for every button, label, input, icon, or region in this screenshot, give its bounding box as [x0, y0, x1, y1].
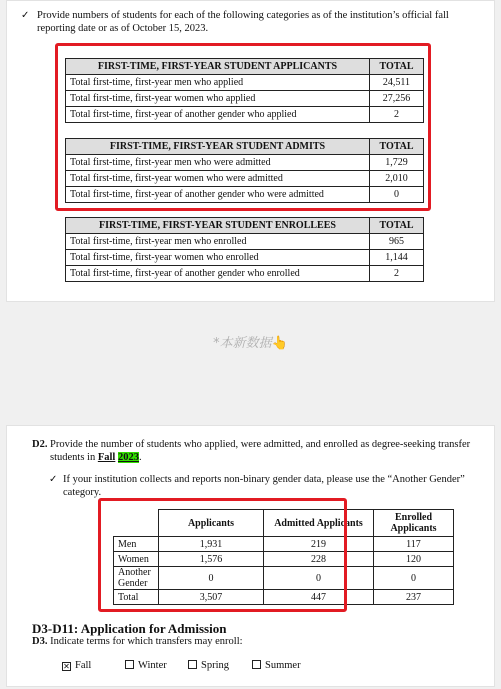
table-row [66, 250, 424, 266]
enrollees-table [65, 217, 424, 282]
question-d2 [32, 438, 487, 464]
cell-enrolled: 117 [374, 537, 454, 552]
gender-note-text: If your institution collects and reports non-binary gender data, please use the “Another Gender” category. [63, 474, 465, 498]
cell-admitted: 0 [264, 567, 374, 590]
row-label: Total first-time, first-year of another gender who applied [66, 107, 370, 123]
cds-section-d-card [6, 425, 495, 687]
row-label: Total first-time, first-year men who applied [66, 75, 370, 91]
row-value: 1,144 [370, 250, 424, 266]
row-value: 2 [370, 266, 424, 282]
row-value: 0 [370, 187, 424, 203]
row-label: Total first-time, first-year women who were admitted [66, 171, 370, 187]
checked-box-icon[interactable]: ✕ [63, 662, 70, 671]
question-d3 [32, 636, 243, 647]
row-value: 1,729 [370, 155, 424, 171]
pointing-hand-icon: 👆 [271, 336, 288, 351]
cell-enrolled: 120 [374, 552, 454, 567]
admits-total-header: TOTAL [370, 139, 424, 155]
row-label: Total first-time, first-year women who applied [66, 91, 370, 107]
row-label: Total [114, 590, 159, 605]
checkmark-icon: ✓ [49, 474, 58, 485]
question-number: D3. [32, 636, 48, 647]
term-label: Summer [265, 660, 301, 671]
term-label: Fall [75, 660, 92, 671]
highlight-box [55, 43, 431, 211]
row-value: 2 [370, 107, 424, 123]
checkbox-icon[interactable] [252, 660, 261, 669]
cell-admitted: 228 [264, 552, 374, 567]
checkbox-icon[interactable] [125, 660, 134, 669]
table-row [66, 234, 424, 250]
term-label: Spring [201, 660, 230, 671]
instruction-line [21, 9, 487, 35]
row-label: Total first-time, first-year of another gender who were admitted [66, 187, 370, 203]
question-number: D2. [32, 439, 48, 450]
column-header: Applicants [159, 510, 264, 537]
cell-enrolled: 237 [374, 590, 454, 605]
instruction-text: Provide numbers of students for each of the following categories as of the institution’s official fall reporting date or as of October 15, 2023. [37, 10, 449, 34]
row-label: Total first-time, first-year of another gender who enrolled [66, 266, 370, 282]
checkbox-icon[interactable] [188, 660, 197, 669]
row-value: 965 [370, 234, 424, 250]
cell-applicants: 1,576 [159, 552, 264, 567]
row-label: Women [114, 552, 159, 567]
term-summer[interactable] [252, 660, 301, 671]
applicants-total-header: TOTAL [370, 59, 424, 75]
cell-applicants: 0 [159, 567, 264, 590]
term-winter[interactable] [125, 660, 167, 671]
question-punct: . [138, 452, 142, 463]
cell-admitted: 447 [264, 590, 374, 605]
cell-applicants: 3,507 [159, 590, 264, 605]
checkmark-icon: ✓ [21, 10, 30, 21]
highlight-box [98, 498, 347, 612]
term-label: Winter [138, 660, 167, 671]
cell-enrolled: 0 [374, 567, 454, 590]
admits-header: FIRST-TIME, FIRST-YEAR STUDENT ADMITS [66, 139, 370, 155]
table-row [66, 266, 424, 282]
column-header: Admitted Applicants [264, 510, 374, 537]
enrollees-header: FIRST-TIME, FIRST-YEAR STUDENT ENROLLEES [66, 218, 370, 234]
cds-section-c-card [6, 0, 495, 302]
cell-applicants: 1,931 [159, 537, 264, 552]
watermark-caption [0, 332, 501, 351]
cell-admitted: 219 [264, 537, 374, 552]
question-text: Provide the number of students who applied, were admitted, and enrolled as degree-seeking transfer students in [50, 439, 471, 463]
gender-note [49, 473, 489, 499]
question-text: Indicate terms for which transfers may enroll: [50, 636, 243, 647]
row-label: Another Gender [114, 567, 159, 590]
year-highlight: 2023 [117, 452, 139, 463]
row-label: Total first-time, first-year men who enrolled [66, 234, 370, 250]
term-spring[interactable] [188, 660, 229, 671]
row-value: 24,511 [370, 75, 424, 91]
row-label: Total first-time, first-year women who enrolled [66, 250, 370, 266]
watermark-text: *本新数据 [213, 336, 272, 351]
applicants-header: FIRST-TIME, FIRST-YEAR STUDENT APPLICANTS [66, 59, 370, 75]
column-header: Enrolled Applicants [374, 510, 454, 537]
row-label: Total first-time, first-year men who were admitted [66, 155, 370, 171]
section-title: D3-D11: Application for Admission [32, 621, 227, 636]
row-label: Men [114, 537, 159, 552]
fall-word: Fall [97, 452, 116, 463]
term-fall[interactable] [62, 660, 91, 671]
row-value: 2,010 [370, 171, 424, 187]
row-value: 27,256 [370, 91, 424, 107]
enrollees-total-header: TOTAL [370, 218, 424, 234]
